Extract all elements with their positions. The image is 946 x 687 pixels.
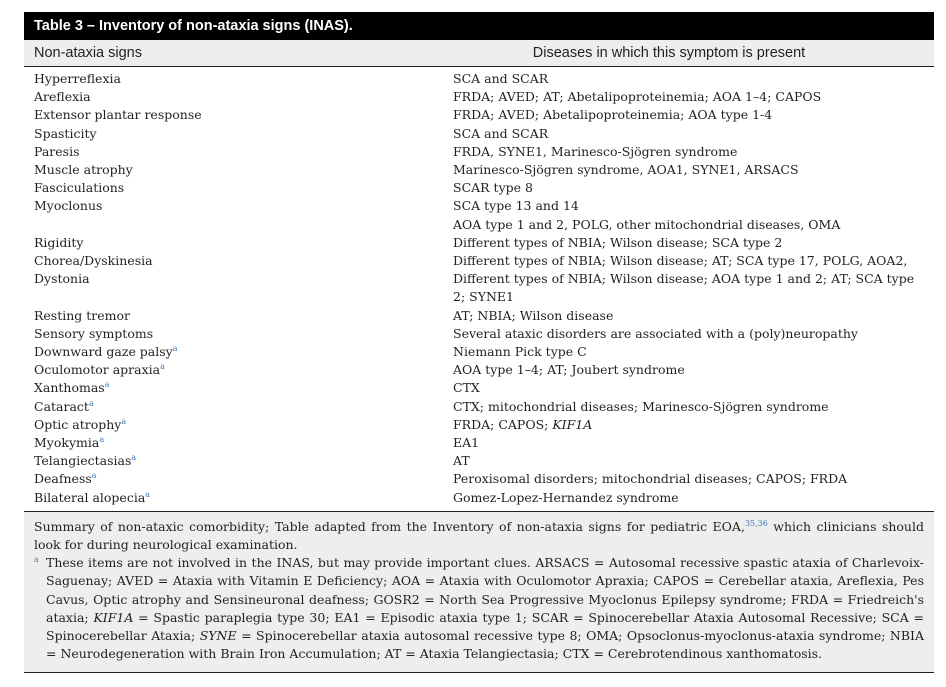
disease-cell: SCA and SCAR [453, 125, 549, 141]
sign-label: Paresis [34, 143, 80, 159]
table-row [24, 234, 934, 252]
footnote-mark: a [91, 471, 97, 481]
sign-label: Bilateral alopecia [34, 489, 146, 505]
footnote-mark: a [88, 398, 94, 408]
disease-cell: CTX; mitochondrial diseases; Marinesco-Sjögren syndrome [453, 398, 829, 414]
table-row [24, 343, 934, 361]
table-row [24, 325, 934, 343]
sign-label: Fasciculations [34, 180, 125, 196]
disease-cell: AT; NBIA; Wilson disease [453, 307, 614, 323]
footnote-mark: a [104, 380, 110, 390]
table-row [24, 143, 934, 161]
disease-cell: Different types of NBIA; Wilson disease; AT; SCA type 17, POLG, AOA2, [453, 253, 908, 269]
disease-cell: SCA and SCAR [453, 71, 549, 86]
sign-label: Myoclonus [34, 198, 103, 214]
table-row [24, 361, 934, 379]
table-body [24, 67, 934, 512]
sign-cell [24, 452, 453, 470]
sign-cell [24, 179, 453, 197]
sign-cell [24, 125, 453, 143]
sign-label: Myokymia [34, 435, 100, 451]
sign-label: Oculomotor apraxia [34, 362, 161, 378]
table-row [24, 106, 934, 124]
disease-cell: AOA type 1 and 2, POLG, other mitochondrial diseases, OMA [453, 216, 841, 232]
column-header-row [24, 40, 934, 67]
table-row [24, 216, 934, 234]
sign-cell [24, 161, 453, 179]
reference-link[interactable]: 35,36 [744, 518, 768, 528]
table-row [24, 489, 934, 507]
sign-cell [24, 379, 453, 397]
table-row [24, 470, 934, 488]
footnote-text: These items are not involved in the INAS, but may provide important clues. ARSACS = Autosomal recessive spastic ataxia of Charlevoix-Saguenay; AVED = Ataxia with Vitamin E Deficiency; AOA = Ataxia with Oculomotor Apraxia; CAPOS = Cerebellar ataxia, Areflexia, Pes Cavus, Optic atrophy and Sensineuronal deafness; GOSR2 = North Sea Progressive Myoclonus Epilepsy syndrome; FRDA = Friedreich's ataxia; KIF1A = Spastic paraplegia type 30; EA1 = Episodic ataxia type 1; SCAR = Spinocerebellar Ataxia Autosomal Recessive; SCA = Spinocerebellar Ataxia; SYNE = Spinocerebellar ataxia autosomal recessive type 8; OMA; Opsoclonus-myoclonus-ataxia syndrome; NBIA = Neurodegeneration with Brain Iron Accumulation; AT = Ataxia Telangiectasia; CTX = Cerebrotendinous xanthomatosis. [46, 555, 924, 662]
sign-label: Downward gaze palsy [34, 344, 173, 360]
table-row [24, 434, 934, 452]
sign-cell [24, 270, 453, 306]
sign-label: Spasticity [34, 125, 97, 141]
footnote-mark: a [34, 555, 39, 565]
sign-cell [24, 470, 453, 488]
sign-cell [24, 325, 453, 343]
sign-label: Dystonia [34, 271, 90, 287]
sign-label: Sensory symptoms [34, 325, 154, 341]
table-row [24, 416, 934, 434]
disease-cell: Gomez-Lopez-Hernandez syndrome [453, 489, 679, 505]
sign-cell [24, 489, 453, 507]
sign-cell [24, 434, 453, 452]
sign-label: Deafness [34, 471, 92, 487]
column-header-diseases: Diseases in which this symptom is present [532, 45, 806, 61]
footnote-mark: a [131, 453, 137, 463]
sign-cell [24, 197, 453, 215]
disease-cell: Different types of NBIA; Wilson disease; SCA type 2 [453, 234, 783, 250]
footnote-mark: a [145, 489, 151, 499]
sign-cell [24, 416, 453, 434]
disease-cell: SCAR type 8 [453, 180, 533, 196]
disease-cell: FRDA; AVED; Abetalipoproteinemia; AOA type 1-4 [453, 107, 773, 123]
summary-note [34, 518, 924, 554]
footnote-mark: a [160, 362, 165, 372]
sign-label: Chorea/Dyskinesia [34, 253, 153, 269]
sign-cell [24, 398, 453, 416]
table-row [24, 252, 934, 270]
sign-label: Optic atrophy [34, 416, 122, 432]
sign-cell [24, 216, 453, 234]
table-row [24, 270, 934, 306]
sign-cell [24, 361, 453, 379]
table-row [24, 161, 934, 179]
sign-label: Muscle atrophy [34, 162, 133, 178]
sign-cell [24, 88, 453, 106]
sign-label: Cataract [34, 398, 89, 414]
disease-cell: Niemann Pick type C [453, 344, 587, 360]
sign-cell [24, 252, 453, 270]
table-row [24, 379, 934, 397]
inas-table [24, 12, 934, 673]
sign-cell [24, 234, 453, 252]
sign-cell [24, 343, 453, 361]
table-row [24, 307, 934, 325]
table-row [24, 70, 934, 88]
table-row [24, 398, 934, 416]
disease-cell: SCA type 13 and 14 [453, 198, 579, 214]
disease-cell: AOA type 1–4; AT; Joubert syndrome [453, 362, 685, 378]
table-row [24, 125, 934, 143]
disease-cell: CTX [453, 380, 480, 396]
column-header-signs: Non-ataxia signs [34, 45, 142, 61]
summary-text-end: which clinicians should look for during neurological examination. [34, 518, 924, 553]
sign-label: Areflexia [34, 89, 91, 105]
footnote-mark: a [172, 343, 178, 353]
sign-cell [24, 70, 453, 88]
footnote-mark: a [99, 434, 105, 444]
table-row [24, 179, 934, 197]
sign-label: Telangiectasias [34, 453, 132, 469]
disease-cell: EA1 [453, 435, 480, 451]
table-row [24, 88, 934, 106]
disease-cell: Several ataxic disorders are associated with a (poly)neuropathy [453, 325, 858, 341]
sign-label: Xanthomas [34, 380, 105, 396]
sign-cell [24, 307, 453, 325]
footnote [34, 554, 924, 663]
disease-cell: Peroxisomal disorders; mitochondrial diseases; CAPOS; FRDA [453, 471, 848, 487]
disease-cell: Marinesco-Sjögren syndrome, AOA1, SYNE1, ARSACS [453, 162, 799, 178]
footnote-mark: a [121, 416, 127, 426]
sign-label: Resting tremor [34, 307, 131, 323]
sign-cell [24, 106, 453, 124]
sign-label: Extensor plantar response [34, 107, 202, 123]
disease-cell: FRDA; AVED; AT; Abetalipoproteinemia; AOA 1–4; CAPOS [453, 89, 822, 105]
sign-label: Hyperreflexia [34, 71, 121, 86]
disease-cell: Different types of NBIA; Wilson disease; AOA type 1 and 2; AT; SCA type 2; SYNE1 [453, 271, 915, 305]
disease-cell: AT [453, 453, 470, 469]
table-notes [24, 512, 934, 673]
table-title: Table 3 – Inventory of non-ataxia signs (INAS). [24, 12, 934, 40]
summary-text: Summary of non-ataxic comorbidity; Table adapted from the Inventory of non-ataxia signs for pediatric EOA, [34, 518, 745, 534]
disease-cell: FRDA; CAPOS; KIF1A [453, 416, 593, 432]
table-row [24, 452, 934, 470]
sign-cell [24, 143, 453, 161]
sign-label: Rigidity [34, 234, 84, 250]
table-row [24, 197, 934, 215]
disease-cell: FRDA, SYNE1, Marinesco-Sjögren syndrome [453, 143, 738, 159]
